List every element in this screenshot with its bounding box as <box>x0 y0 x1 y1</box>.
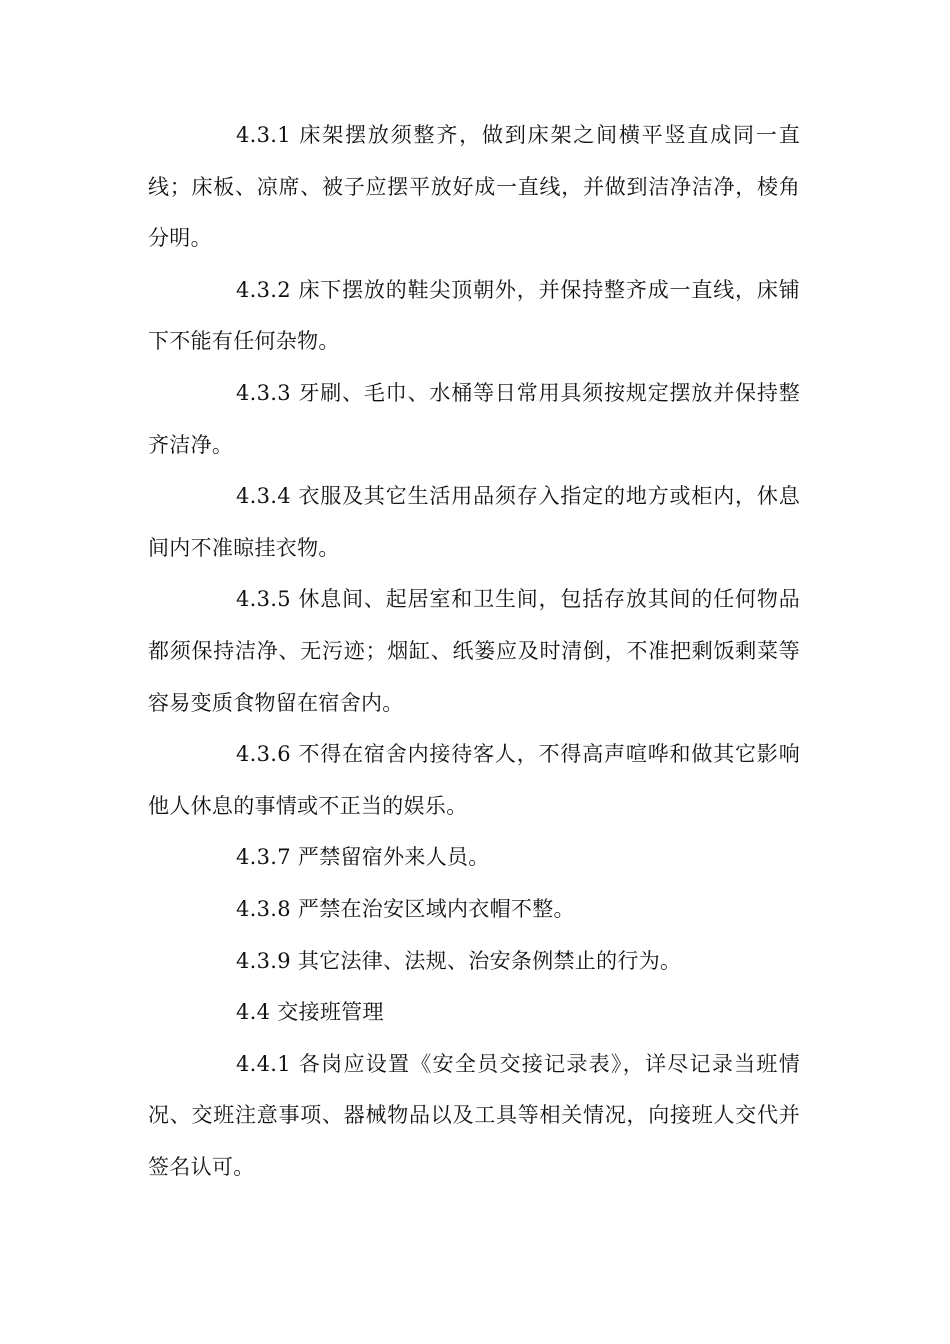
document-page <box>148 110 800 1193</box>
paragraph-4-3-4: 4.3.4 衣服及其它生活用品须存入指定的地方或柜内，休息间内不准晾挂衣物。 <box>148 484 800 560</box>
paragraph-4-3-5: 4.3.5 休息间、起居室和卫生间，包括存放其间的任何物品都须保持洁净、无污迹；烟缸、纸篓应及时清倒，不准把剩饭剩菜等容易变质食物留在宿舍内。 <box>148 587 800 715</box>
paragraph-4-3-3: 4.3.3 牙刷、毛巾、水桶等日常用具须按规定摆放并保持整齐洁净。 <box>148 380 800 457</box>
paragraph-4-4-1: 4.4.1 各岗应设置《安全员交接记录表》，详尽记录当班情况、交班注意事项、器械物品以及工具等相关情况，向接班人交代并签名认可。 <box>148 1051 800 1179</box>
paragraph-4-3-8: 4.3.8 严禁在治安区域内衣帽不整。 <box>236 896 575 921</box>
paragraph-4-3-2: 4.3.2 床下摆放的鞋尖顶朝外，并保持整齐成一直线，床铺下不能有任何杂物。 <box>148 277 800 354</box>
section-heading-4-4: 4.4 交接班管理 <box>236 1000 384 1025</box>
paragraph-4-3-6: 4.3.6 不得在宿舍内接待客人，不得高声喧哗和做其它影响他人休息的事情或不正当的娱乐。 <box>148 742 800 818</box>
paragraph-4-3-1: 4.3.1 床架摆放须整齐，做到床架之间横平竖直成同一直线；床板、凉席、被子应摆平放好成一直线，并做到洁净洁净，棱角分明。 <box>148 123 800 251</box>
paragraph-4-3-7: 4.3.7 严禁留宿外来人员。 <box>236 845 490 870</box>
paragraph-4-3-9: 4.3.9 其它法律、法规、治安条例禁止的行为。 <box>236 948 682 973</box>
